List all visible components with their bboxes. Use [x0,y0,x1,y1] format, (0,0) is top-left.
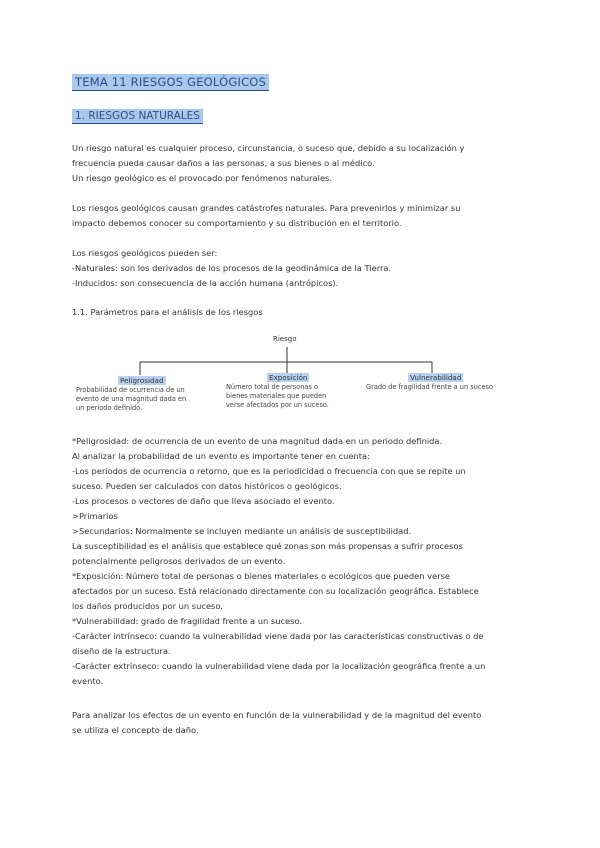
risk-parameters-diagram [0,330,600,430]
paragraph-types [72,246,532,291]
desc-line: un periodo definido. [76,404,143,412]
diagram-node-peligrosidad: Peligrosidad [120,376,164,385]
paragraph-definition [72,141,532,186]
text-line: diseño de la estructura. [72,646,171,656]
text-line: -Carácter intrínseco: cuando la vulnerabilidad viene dada por las características constructivas o de [72,631,484,641]
text-line: frecuencia pueda causar daños a las personas, a sus bienes o al médico. [72,158,375,168]
diagram-node-vulnerabilidad: Vulnerabilidad [410,373,462,382]
desc-line: verse afectados por un suceso. [226,401,329,409]
text-line: Para analizar los efectos de un evento en función de la vulnerabilidad y de la magnitud del evento [72,710,482,720]
text-line: Al analizar la probabilidad de un evento es importante tener en cuenta: [72,451,370,461]
text-line: Un riesgo natural es cualquier proceso, circunstancia, o suceso que, debido a su localización y [72,143,465,153]
text-line: Los riesgos geológicos causan grandes catástrofes naturales. Para prevenirlos y minimizar su [72,203,461,213]
desc-line: Número total de personas o [226,383,319,391]
desc-line: bienes materiales que pueden [226,392,327,400]
text-line: suceso. Pueden ser calculados con datos históricos o geológicos. [72,481,342,491]
text-line: -Carácter extrínseco: cuando la vulnerabilidad viene dada por la localización geográfica frente a un [72,661,486,671]
diagram-node-desc [366,383,516,392]
text-line: -Los procesos o vectores de daño que lleva asociado el evento. [72,496,335,506]
text-line: *Peligrosidad: de ocurrencia de un evento de una magnitud dada en un periodo definida. [72,436,443,446]
text-line: afectados por un suceso. Está relacionado directamente con su localización geográfica. Establece [72,586,479,596]
text-line: impacto debemos conocer su comportamiento y su distribución en el territorio. [72,218,402,228]
text-line: Los riesgos geológicos pueden ser: [72,248,218,258]
text-line: Un riesgo geológico es el provocado por fenómenos naturales. [72,173,333,183]
subsection-heading: 1.1. Parámetros para el análisis de los riesgos [72,307,263,317]
page-title: TEMA 11 RIESGOS GEOLÓGICOS [72,74,269,91]
diagram-node-exposicion: Exposición [269,373,308,382]
paragraph-catastrophes [72,201,532,231]
desc-line: Grado de fragilidad frente a un suceso [366,383,493,391]
text-line: -Naturales: son los derivados de los procesos de la geodinámica de la Tierra. [72,263,392,273]
desc-line: evento de una magnitud dada en [76,395,187,403]
text-line: -Los periodos de ocurrencia o retorno, que es la periodicidad o frecuencia con que se repite un [72,466,466,476]
diagram-node-desc [76,386,201,413]
text-line: *Exposición: Número total de personas o bienes materiales o ecológicos que pueden verse [72,571,451,581]
paragraph-parameters-detail [72,434,532,689]
text-line: -Inducidos: son consecuencia de la acción humana (antrópicos). [72,278,339,288]
desc-line: Probabilidad de ocurrencia de un [76,386,185,394]
text-line: potencialmente peligrosos derivados de un evento. [72,556,286,566]
text-line: se utiliza el concepto de daño. [72,725,199,735]
text-line: los daños producidos por un suceso. [72,601,223,611]
text-line: La susceptibilidad es el análisis que establece qué zonas son más propensas a sufrir procesos [72,541,463,551]
text-line: >Primarios [72,511,118,521]
diagram-node-desc [226,383,351,410]
text-line: *Vulnerabilidad: grado de fragilidad frente a un suceso. [72,616,303,626]
paragraph-damage [72,708,532,738]
diagram-root-label: Riesgo [273,335,297,343]
section-heading: 1. RIESGOS NATURALES [72,109,203,124]
text-line: >Secundarios: Normalmente se incluyen mediante un análisis de susceptibilidad. [72,526,412,536]
text-line: evento. [72,676,104,686]
